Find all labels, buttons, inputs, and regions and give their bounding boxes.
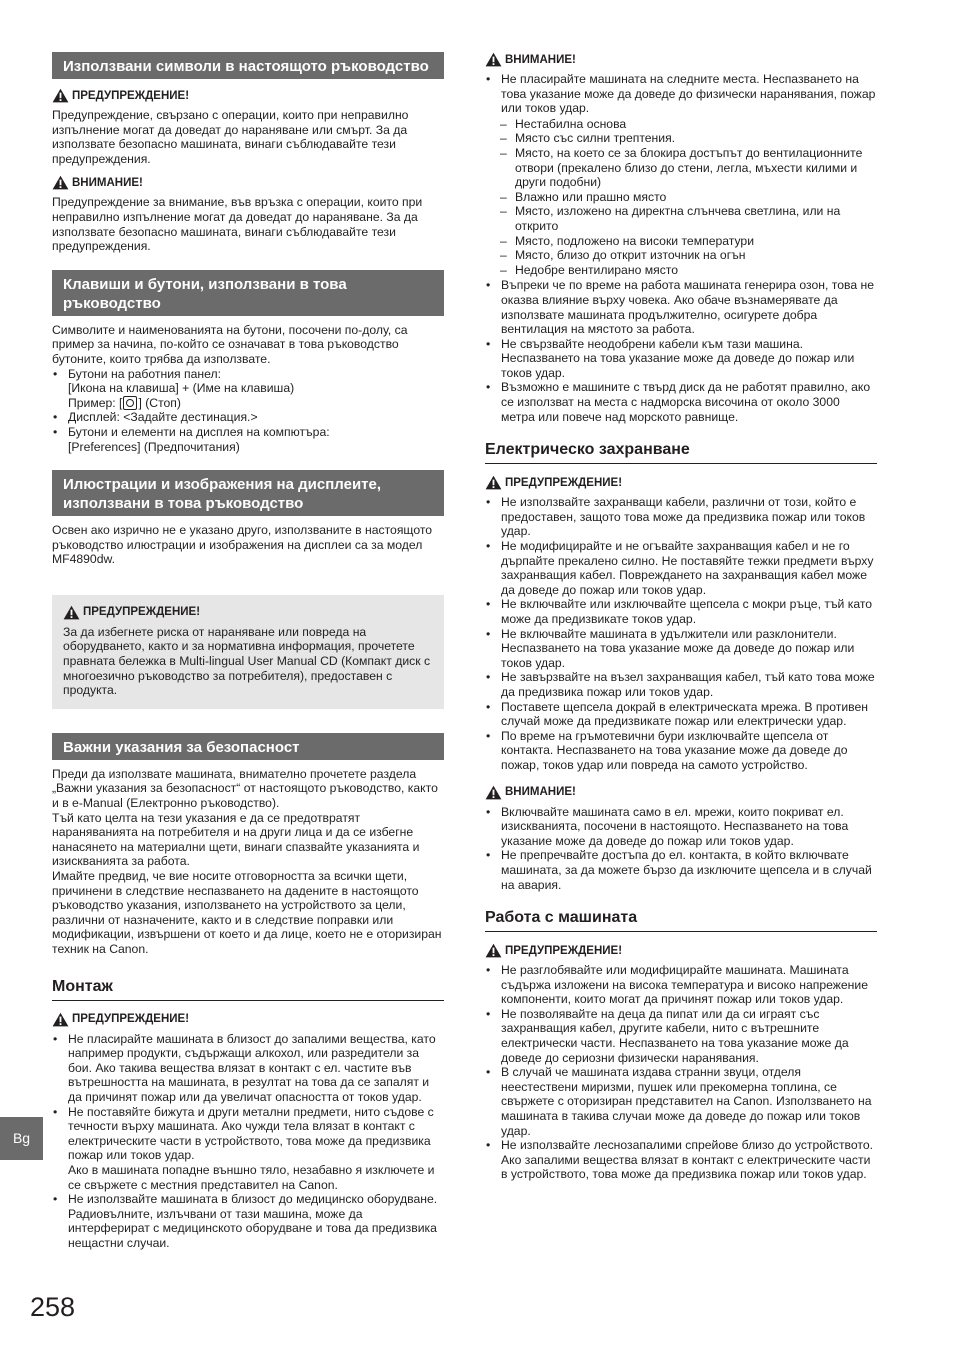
list-item: • Не включвайте или изключвайте щепсела с мокри ръце, тъй като може да предизвикате токов удар.	[485, 597, 877, 626]
stop-key-icon	[123, 396, 137, 410]
list-item: • Не използвайте машината в близост до медицинско оборудване. Радиовълните, излъчвани от тази машина, може да интерферират с медицинското оборудване и това да предизвика нещастни случаи.	[52, 1192, 444, 1250]
list-item: – Недобре вентилирано място	[499, 263, 877, 278]
warning-notice-box	[52, 595, 444, 709]
list-item: – Влажно или прашно място	[499, 190, 877, 205]
warning-icon	[485, 785, 502, 800]
section-heading-symbols: Използвани символи в настоящото ръководство	[52, 52, 444, 79]
caution-label: ВНИМАНИЕ!	[485, 785, 877, 800]
section-heading-operation: Работа с машината	[485, 908, 877, 932]
power-caution-list	[485, 805, 877, 893]
list-item: • Включвайте машината само в ел. мрежи, които покриват ел. изискванията, посочени в настоящото. Неспазването на това указание може да доведе до пожар или токов удар.	[485, 805, 877, 849]
warning-label: ПРЕДУПРЕЖДЕНИЕ!	[52, 88, 444, 103]
list-item: – Място, подложено на високи температури	[499, 234, 877, 249]
section-heading-safety: Важни указания за безопасност	[52, 733, 444, 760]
list-item: • Не включвайте машината в удължители или разклонители. Неспазването на това указание може да доведе до пожар или токов удар.	[485, 627, 877, 671]
warning-label: ПРЕДУПРЕЖДЕНИЕ!	[485, 943, 877, 958]
language-tab: Bg	[0, 1117, 43, 1160]
warning-label: ПРЕДУПРЕЖДЕНИЕ!	[485, 475, 877, 490]
left-column	[52, 52, 444, 1250]
installation-list	[52, 1032, 444, 1251]
illustrations-text: Освен ако изрично не е указано друго, използваните в настоящото ръководство илюстрации и изображения на дисплеи са за модел MF4890dw.	[52, 523, 433, 567]
caution-label: ВНИМАНИЕ!	[485, 52, 877, 67]
power-warning-list	[485, 495, 877, 772]
list-item: – Място, близо до открит източник на огън	[499, 248, 877, 263]
list-item: • Не поставяйте бижута и други метални предмети, нито съдове с течности върху машината. Ако чужди тела влязат в контакт с електрическите части в устройството, това може да предизвика пожар или токов удар. Ако в машината попадне външно тяло, незабавно я изключете и се свържете с местния представител на Canon.	[52, 1105, 444, 1193]
list-item: • Поставете щепсела докрай в електрическата мрежа. В противен случай може да предизвикате пожар или електрически удар.	[485, 700, 877, 729]
caution-label: ВНИМАНИЕ!	[52, 175, 444, 190]
list-item: • Не препречвайте достъпа до ел. контакта, в който включвате машината, за да можете бързо да изключите щепсела и в случай на авария.	[485, 848, 877, 892]
list-item: • Дисплей: <Задайте дестинация.>	[52, 410, 444, 425]
list-item: • По време на гръмотевични бури изключвайте щепсела от контакта. Неспазването на това указание може да доведе до пожар, токов удар или повреда на самото устройство.	[485, 729, 877, 773]
warning-icon	[485, 943, 502, 958]
keys-intro: Символите и наименованията на бутони, посочени по-долу, са пример за начина, по-който се означават в това ръководство бутоните, които трябва да използвате.	[52, 322, 408, 366]
safety-paragraph: Имайте предвид, че вие носите отговорността за всички щети, причинени в следствие неспазването на дадените в настоящото ръководство указания, използването на устройството за цели, различни от назначените, както и в следствие поправки или модификации, извършени от което и да лице, което не е оторизиран техник на Canon.	[52, 869, 442, 956]
page-number: 258	[30, 1292, 76, 1322]
list-item: • Не разглобявайте или модифицирайте машината. Машината съдържа изложени на висока температура и високо напрежение компоненти, които могат да причинят пожар или токов удар.	[485, 963, 877, 1007]
list-item: • Не пласирайте машината на следните места. Неспазването на това указание може да доведе до физически наранявания, пожар или токов удар. – Нестабилна основа – Място със силни трептения. – Място, на което се за блокира достъпът до вентилационните отвори (прекалено близо до стени, легла, мъхести килими и други подобни) – Влажно или прашно място – Място, изложено на директна слънчева светлина, или на открито – Място, подложено на високи температури – Място, близо до открит източник на огън – Недобре вентилирано място	[485, 72, 877, 277]
unsuitable-locations-list	[485, 117, 877, 278]
caution-description: Предупреждение за внимание, във връзка с операции, които при неправилно изпълнение могат да доведат до нараняване. За да използвате безопасно машината, винаги съблюдавайте тези предупреждения.	[52, 195, 423, 254]
warning-icon	[485, 475, 502, 490]
list-item: – Нестабилна основа	[499, 117, 877, 132]
placement-caution-list	[485, 72, 877, 424]
section-heading-illustrations: Илюстрации и изображения на дисплеите, използвани в това ръководство	[52, 470, 444, 516]
warning-label: ПРЕДУПРЕЖДЕНИЕ!	[52, 1012, 444, 1027]
list-item: – Място, на което се за блокира достъпът до вентилационните отвори (прекалено близо до стени, легла, мъхести килими и други подобни)	[499, 146, 877, 190]
warning-label: ПРЕДУПРЕЖДЕНИЕ!	[63, 605, 433, 620]
list-item: • Не свързвайте неодобрени кабели към тази машина. Неспазването на това указание може да доведе до пожар или токов удар.	[485, 337, 877, 381]
safety-paragraph: Преди да използвате машината, внимателно прочетете раздела „Важни указания за безопасност“ от настоящото ръководство, както и в e-Manual (Електронно ръководство).	[52, 766, 438, 811]
section-heading-keys: Клавиши и бутони, използвани в това ръководство	[52, 270, 444, 316]
warning-icon	[485, 52, 502, 67]
section-heading-installation: Монтаж	[52, 977, 444, 1001]
keys-list	[52, 367, 444, 455]
list-item: • Не използвайте захранващи кабели, различни от този, който е предоставен, защото това може да предизвика пожар или токов удар.	[485, 495, 877, 539]
list-item: • Бутони на работния панел: [Икона на клавиша] + (Име на клавиша) Пример: [ ] (Стоп)	[52, 367, 444, 411]
list-item: • Бутони и елементи на дисплея на компютъра: [Preferences] (Предпочитания)	[52, 425, 444, 454]
safety-paragraph: Тъй като целта на тези указания е да се предотвратят нараняванията на потребителя и на други лица и да се избегне нанасянето на материални щети, винаги спазвайте указанията и изискванията за работа.	[52, 810, 420, 869]
warning-icon	[52, 175, 69, 190]
list-item: • Не модифицирайте и не огъвайте захранващия кабел и не го дърпайте прекалено силно. Не поставяйте тежки предмети върху захранващия кабел. Повреждането на захранващия кабел може да доведе до пожар или токов удар.	[485, 539, 877, 597]
list-item: • Въпреки че по време на работа машината генерира озон, това не оказва влияние върху човека. Ако обаче възнамерявате да използвате машината продължително, осигурете добра вентилация на мястото за работа.	[485, 278, 877, 336]
warning-notice-text: За да избегнете риска от нараняване или повреда на оборудването, както и за нормативна информация, прочетете правната бележка в Multi-lingual User Manual CD (Компакт диск с многоезично ръководство за потребителя), предоставен с продукта.	[63, 624, 431, 698]
right-column	[485, 52, 877, 1182]
list-item: • В случай че машината издава странни звуци, отделя неестествени миризми, пушек или прекомерна топлина, се свържете с оторизиран представител на Canon. Използването на машината в такива случаи може да доведе до пожар или токов удар.	[485, 1065, 877, 1138]
operation-warning-list	[485, 963, 877, 1182]
list-item: • Не позволявайте на деца да пипат или да си играят със захранващия кабел, другите кабели, нито с вътрешните електрически части. Неспазването на това указание може да доведе до сериозни физически наранявания.	[485, 1007, 877, 1065]
warning-icon	[52, 1012, 69, 1027]
list-item: • Възможно е машините с твърд диск да не работят правилно, ако се използват на места с надморска височина от около 3000 метра или повече над морското равнище.	[485, 380, 877, 424]
list-item: – Място, изложено на директна слънчева светлина, или на открито	[499, 204, 877, 233]
list-item: • Не пласирайте машината в близост до запалими вещества, като например продукти, съдържащи алкохол, или разредители за бои. Ако такива вещества влязат в контакт с ел. частите във вътрешността на машината, в резултат на това да се запалят и да причинят пожар или да увеличат опасността от токов удар.	[52, 1032, 444, 1105]
section-heading-power: Електрическо захранване	[485, 440, 877, 464]
warning-description: Предупреждение, свързано с операции, които при неправилно изпълнение могат да доведат до нараняване или смърт. За да използвате безопасно машината, винаги съблюдавайте тези предупреждения.	[52, 108, 409, 166]
list-item: • Не използвайте леснозапалими спрейове близо до устройството. Ако запалими вещества влязат в контакт с електрическите части в устройството, това може да предизвика пожар или токов удар.	[485, 1138, 877, 1182]
list-item: • Не завързвайте на възел захранващия кабел, тъй като това може да предизвика пожар или токов удар.	[485, 670, 877, 699]
warning-icon	[63, 605, 80, 620]
list-item: – Място със силни трептения.	[499, 131, 877, 146]
warning-icon	[52, 88, 69, 103]
